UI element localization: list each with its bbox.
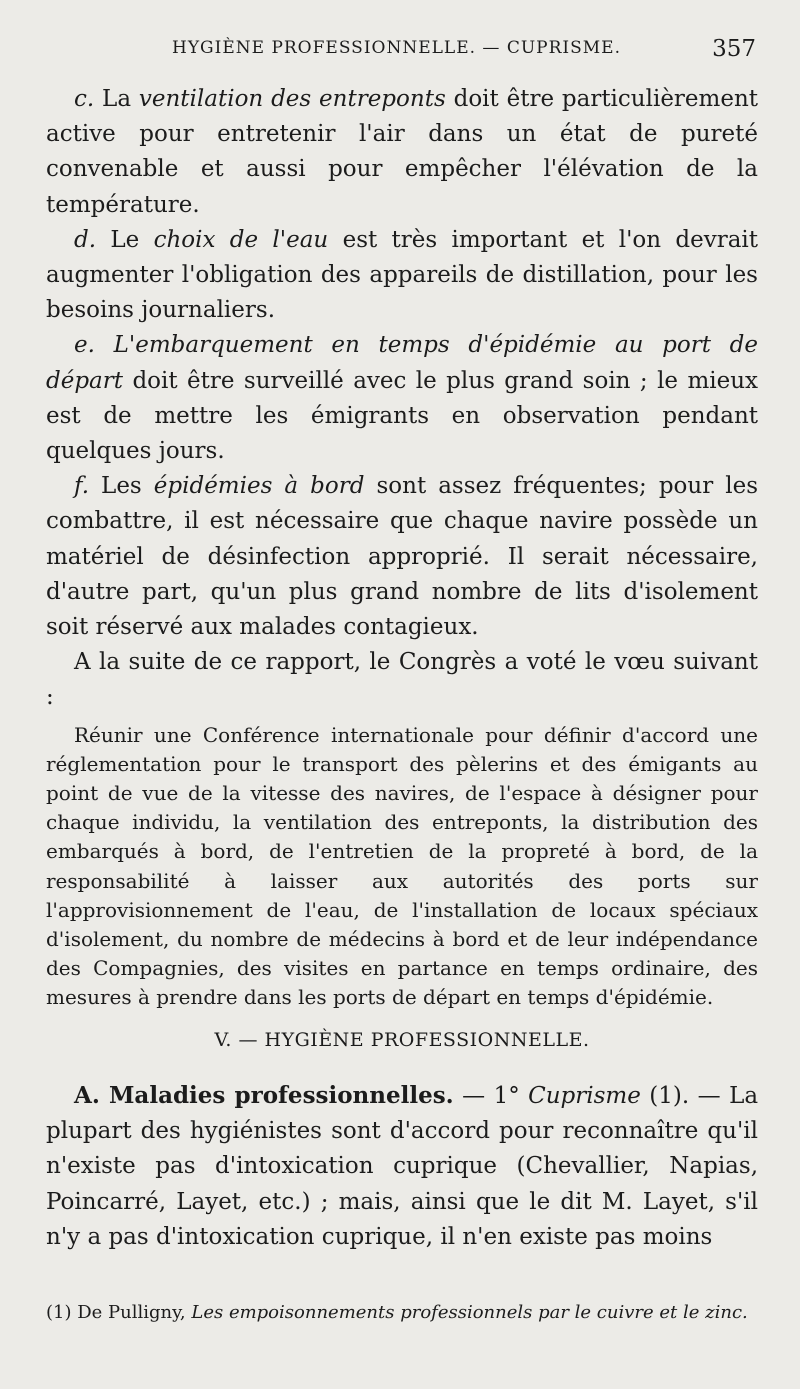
paragraph-f-text: sont assez fréquentes; pour les combattre, il est nécessaire que chaque navire possède un matériel de désinfection approprié. Il serait nécessaire, d'autre part, qu'un plus grand nombre de lits d'isolement soit réservé aux malades contagieux. bbox=[46, 473, 758, 641]
paragraph-d-emphasis: choix de l'eau bbox=[153, 226, 329, 253]
footnote-reference: (1). — bbox=[649, 1082, 721, 1109]
paragraph-c-emphasis: ventilation des entreponts bbox=[138, 86, 446, 112]
paragraph-f-label: f. bbox=[74, 473, 90, 500]
footnote-author: De Pulligny, bbox=[77, 1302, 186, 1323]
section-heading: V. — HYGIÈNE PROFESSIONNELLE. bbox=[214, 1028, 590, 1051]
footnote bbox=[46, 1300, 758, 1326]
vote-intro: A la suite de ce rapport, le Congrès a voté le vœu suivant : bbox=[46, 649, 758, 711]
paragraph-f-emphasis: épidémies à bord bbox=[153, 473, 365, 500]
footnote-mark: (1) bbox=[46, 1302, 72, 1323]
paragraph-a-text: La plupart des hygiénistes sont d'accord pour reconnaître qu'il n'existe pas d'intoxication cuprique (Chevallier, Napias, Poincarré, Layet, etc.) ; mais, ainsi que le dit M. Layet, s'il n'y a pas d'intoxication cuprique, il n'en existe pas moins bbox=[46, 1082, 759, 1250]
body-text bbox=[46, 82, 758, 1255]
paragraph-c-text: doit être particulièrement active pour entretenir l'air dans un état de pureté convenable et aussi pour empêcher l'élévation de la température. bbox=[46, 86, 759, 218]
resolution-text: Réunir une Conférence internationale pour définir d'accord une réglementation pour le transport des pèlerins et des émigants au point de vue de la vitesse des navires, de l'espace à désigner pour chaque individu, la ventilation des entreponts, la distribution des embarqués à bord, de l'entretien de la propreté à bord, de la responsabilité à laisser aux autorités des ports sur l'approvisionnement de l'eau, de l'installation de locaux spéciaux d'isolement, du nombre de médecins à bord et de leur indépendance des Compagnies, des visites en partance en temps ordinaire, des mesures à prendre dans les ports de départ en temps d'épidémie. bbox=[46, 722, 758, 1010]
paragraph-a-label: A. Maladies professionnelles. bbox=[74, 1081, 454, 1109]
paragraph-c bbox=[46, 82, 758, 223]
paragraph-a-separator: — bbox=[462, 1082, 486, 1109]
paragraph-f bbox=[46, 469, 758, 645]
page-number: 357 bbox=[712, 36, 756, 62]
paragraph-c-label: c. bbox=[74, 86, 95, 112]
paragraph-f-lead: Les bbox=[101, 473, 142, 500]
paragraph-e-label: e. bbox=[74, 332, 95, 359]
paragraph-e bbox=[46, 328, 758, 469]
page-header bbox=[0, 36, 800, 66]
paragraph-e-emphasis: L'embarquement en temps d'épidémie au port de départ bbox=[46, 332, 758, 394]
paragraph-d bbox=[46, 223, 758, 329]
running-title: HYGIÈNE PROFESSIONNELLE. — CUPRISME. bbox=[172, 38, 621, 58]
paragraph-a-number: 1° bbox=[493, 1082, 520, 1109]
paragraph-e-text: doit être surveillé avec le plus grand soin ; le mieux est de mettre les émigrants en observation pendant quelques jours. bbox=[46, 367, 759, 465]
paragraph-d-lead: Le bbox=[110, 226, 140, 253]
paragraph-d-text: est très important et l'on devrait augmenter l'obligation des appareils de distillation, pour les besoins journaliers. bbox=[46, 226, 759, 324]
paragraph-d-label: d. bbox=[74, 226, 97, 253]
paragraph-c-lead: La bbox=[102, 86, 132, 112]
paragraph-a bbox=[46, 1078, 758, 1255]
paragraph-a-emphasis: Cuprisme bbox=[528, 1082, 641, 1109]
footnote-title: Les empoisonnements professionnels par le cuivre et le zinc. bbox=[191, 1302, 748, 1323]
